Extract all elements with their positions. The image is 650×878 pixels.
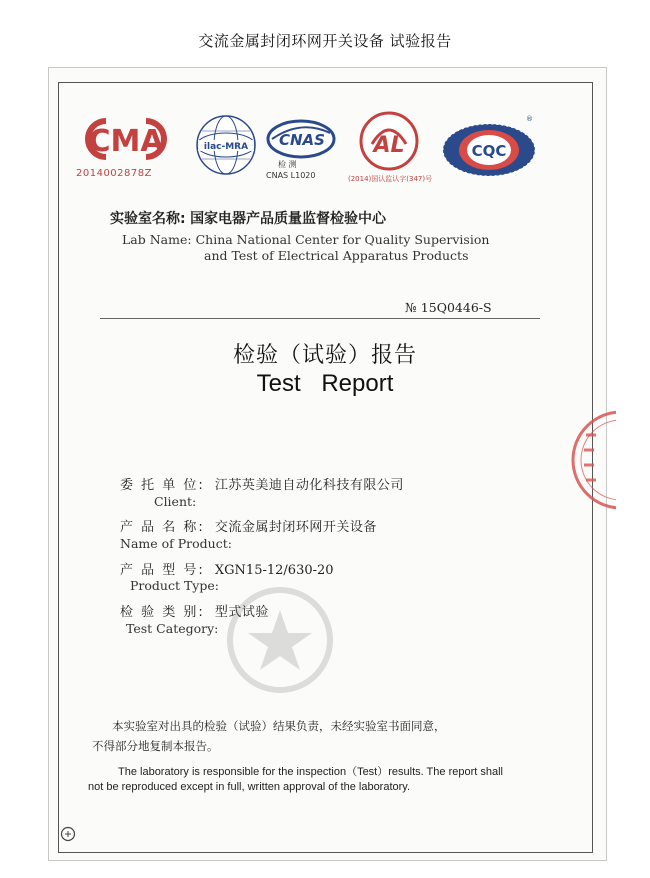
cma-number: 2014002878Z bbox=[76, 168, 152, 179]
notice-en-line1: The laboratory is responsible for the inspection（Test）results. The report shall bbox=[118, 766, 503, 778]
client-label-en: Client: bbox=[154, 494, 197, 509]
notice-cn-line1: 本实验室对出具的检验（试验）结果负责，未经实验室书面同意， bbox=[112, 719, 446, 733]
cqc-icon bbox=[440, 121, 538, 179]
client-field bbox=[120, 474, 404, 493]
lab-name-value-en-line1: China National Center for Quality Supervision bbox=[195, 232, 490, 247]
product-type-label-cn: 产 品 型 号: bbox=[120, 563, 205, 578]
product-type-field bbox=[120, 559, 334, 578]
page-title: 交流金属封闭环网开关设备 试验报告 bbox=[198, 32, 452, 50]
cal-mark bbox=[348, 110, 438, 190]
ilac-mra-icon bbox=[194, 113, 258, 177]
lab-name-value-en-line2: and Test of Electrical Apparatus Products bbox=[204, 248, 469, 263]
client-label-cn: 委 托 单 位: bbox=[120, 478, 205, 493]
cal-text: AL bbox=[373, 133, 405, 158]
test-category-value: 型式试验 bbox=[214, 605, 269, 620]
product-name-value: 交流金属封闭环网开关设备 bbox=[214, 520, 377, 535]
report-title-en: Test Report bbox=[256, 370, 394, 397]
product-name-label-cn: 产 品 名 称: bbox=[120, 520, 205, 535]
corner-mark-icon bbox=[60, 826, 76, 842]
notice-cn bbox=[92, 716, 552, 756]
notice-en-line2: not be reproduced except in full, written approval of the laboratory. bbox=[88, 781, 411, 793]
registered-mark: ® bbox=[526, 115, 533, 123]
report-number: № 15Q0446-S bbox=[405, 300, 492, 315]
watermark-seal bbox=[220, 585, 340, 695]
cnas-mark bbox=[262, 117, 342, 187]
product-name-label-en: Name of Product: bbox=[120, 536, 232, 551]
client-value: 江苏英美迪自动化科技有限公司 bbox=[214, 478, 404, 493]
side-seal-icon bbox=[566, 405, 616, 515]
lab-name-cn bbox=[110, 208, 386, 228]
test-category-label-en: Test Category: bbox=[126, 621, 219, 636]
cnas-subtitle: 检 测 bbox=[278, 160, 297, 169]
cma-mark bbox=[76, 115, 186, 185]
test-category-label-cn: 检 验 类 别: bbox=[120, 605, 205, 620]
cal-number: (2014)国认监认字(347)号 bbox=[348, 175, 433, 183]
cnas-text: CNAS bbox=[279, 131, 325, 149]
product-type-label-en: Product Type: bbox=[130, 578, 219, 593]
cnas-icon bbox=[266, 117, 336, 163]
cma-icon bbox=[84, 115, 168, 163]
cnas-number: CNAS L1020 bbox=[266, 171, 316, 180]
divider bbox=[100, 318, 540, 319]
product-name-field bbox=[120, 516, 377, 535]
lab-name-label-cn: 实验室名称: bbox=[110, 211, 186, 227]
cqc-text: CQC bbox=[471, 142, 507, 160]
certification-logos bbox=[76, 105, 576, 195]
notice-en bbox=[88, 765, 558, 795]
cma-logo-text: CMA bbox=[88, 124, 164, 159]
notice-cn-line2: 不得部分地复制本报告。 bbox=[92, 739, 219, 753]
ilac-text: ilac-MRA bbox=[203, 142, 249, 152]
lab-name-en bbox=[122, 232, 489, 264]
lab-name-value-cn: 国家电器产品质量监督检验中心 bbox=[190, 211, 387, 227]
cal-icon bbox=[358, 110, 420, 172]
lab-name-label-en: Lab Name: bbox=[122, 232, 192, 247]
product-type-value: XGN15-12/630-20 bbox=[214, 563, 334, 578]
report-title-cn: 检验（试验）报告 bbox=[232, 343, 417, 368]
